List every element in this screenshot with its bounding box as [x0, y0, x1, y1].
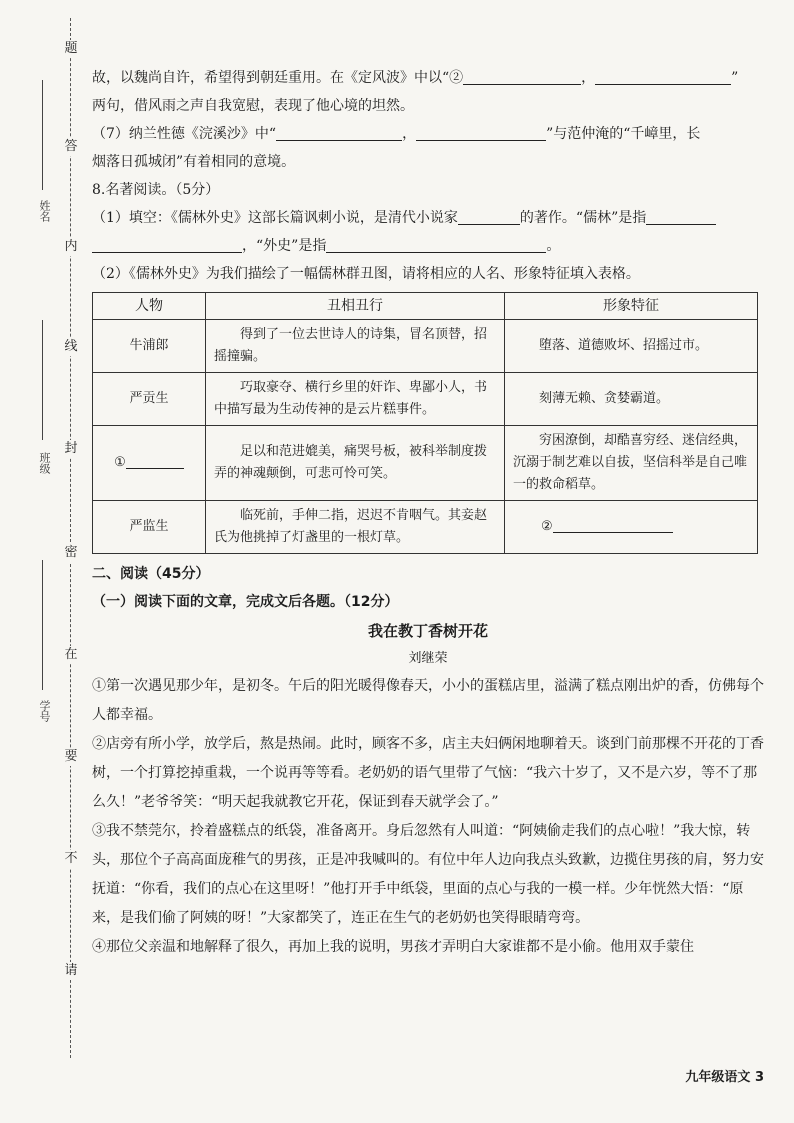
- deed-cell: 得到了一位去世诗人的诗集，冒名顶替，招摇撞骗。: [206, 320, 505, 373]
- q8-sub2: （2）《儒林外史》为我们描绘了一幅儒林群丑图，请将相应的人名、形象特征填入表格。: [92, 266, 640, 282]
- table-row: [93, 426, 758, 501]
- q7-continued-line: 故，以魏尚自许，希望得到朝廷重用。在《定风波》中以“② ， ”: [92, 70, 739, 86]
- trait-cell: 穷困潦倒，却酷喜穷经、迷信经典，沉溺于制艺难以自拔，坚信科举是自己唯一的救命稻草。: [505, 426, 758, 501]
- trait-cell: 刻薄无赖、贪婪霸道。: [505, 373, 758, 426]
- seal-char: 答: [62, 138, 80, 156]
- deed-cell: 巧取豪夺、横行乡里的奸诈、卑鄙小人，书中描写最为生动传神的是云片糕事件。: [206, 373, 505, 426]
- table-row: [93, 320, 758, 373]
- answer-blank[interactable]: [276, 124, 402, 141]
- seal-char: 密: [62, 544, 80, 562]
- answer-blank[interactable]: [553, 516, 673, 533]
- trait-cell: 堕落、道德败坏、招摇过市。: [505, 320, 758, 373]
- seal-char: 封: [62, 440, 80, 458]
- rulin-table: [92, 292, 758, 554]
- q8-heading: 8.名著阅读。（5分）: [92, 182, 220, 198]
- footer-subject: 九年级语文: [685, 1070, 751, 1085]
- seal-char: 请: [62, 962, 80, 980]
- seal-dashed-line: [70, 18, 71, 1058]
- col-header: 形象特征: [505, 293, 758, 320]
- seal-char: 线: [62, 338, 80, 356]
- table-row: [93, 501, 758, 554]
- deed-cell: 临死前，手伸二指，迟迟不肯咽气。其妾赵氏为他挑掉了灯盏里的一根灯草。: [206, 501, 505, 554]
- article-paragraph: ④那位父亲温和地解释了很久，再加上我的说明，男孩才弄明白大家谁都不是小偷。他用双手蒙住: [92, 939, 694, 955]
- exam-content: [92, 64, 764, 962]
- answer-blank[interactable]: [326, 236, 546, 253]
- page-footer: [685, 1066, 764, 1085]
- q8-fill-line1: （1）填空：《儒林外史》这部长篇讽刺小说，是清代小说家 的著作。“儒林”是指: [92, 204, 764, 232]
- article-paragraph: ②店旁有所小学，放学后，熬是热闹。此时，顾客不多，店主夫妇俩闲地聊着天。谈到门前那棵不开花的丁香树，一个打算挖掉重栽，一个说再等等看。老奶奶的语气里带了气恼：“我六十岁了，又不是六岁，等不了那么久！”老爷爷笑：“明天起我就教它开花，保证到春天就学会了。”: [92, 736, 764, 810]
- name-cell: 严贡生: [93, 373, 206, 426]
- student-id-label: 学号: [38, 700, 51, 722]
- name-cell: 严监生: [93, 501, 206, 554]
- reading-sub-heading: （一）阅读下面的文章，完成文后各题。（12分）: [92, 594, 399, 610]
- name-cell: 牛浦郎: [93, 320, 206, 373]
- q8-fill-line2: ，“外史”是指 。: [92, 232, 764, 260]
- article-title: 我在教丁香树开花: [367, 622, 488, 640]
- table-row: [93, 373, 758, 426]
- col-header: 人物: [93, 293, 206, 320]
- seal-char: 要: [62, 748, 80, 766]
- student-id-write-line[interactable]: [42, 560, 43, 690]
- binding-margin: [0, 0, 86, 1123]
- answer-blank[interactable]: [416, 124, 546, 141]
- section-reading-heading: 二、阅读（45分）: [92, 566, 210, 582]
- col-header: 丑相丑行: [206, 293, 505, 320]
- deed-cell: 足以和范进媲美，痛哭号板，被科举制度拨弄的神魂颠倒，可悲可怜可笑。: [206, 426, 505, 501]
- article-author: 刘继荣: [408, 651, 448, 666]
- name-cell-blank[interactable]: ①: [93, 426, 206, 501]
- article-paragraph: ①第一次遇见那少年，是初冬。午后的阳光暖得像春天，小小的蛋糕店里，溢满了糕点刚出炉的香，仿佛每个人都幸福。: [92, 678, 764, 723]
- answer-blank[interactable]: [463, 68, 581, 85]
- answer-blank[interactable]: [126, 452, 184, 469]
- name-write-line[interactable]: [42, 80, 43, 190]
- answer-blank[interactable]: [646, 208, 716, 225]
- seal-char: 内: [62, 238, 80, 256]
- table-header-row: [93, 293, 758, 320]
- page-number: 3: [754, 1070, 764, 1085]
- seal-char: 在: [62, 646, 80, 664]
- answer-blank[interactable]: [458, 208, 520, 225]
- name-label: 姓名: [38, 200, 51, 222]
- trait-cell-blank[interactable]: ②: [505, 501, 758, 554]
- seal-char: 不: [62, 850, 80, 868]
- q7-line2: 两句，借风雨之声自我宽慰，表现了他心境的坦然。: [92, 98, 414, 114]
- class-write-line[interactable]: [42, 320, 43, 440]
- answer-blank[interactable]: [595, 68, 731, 85]
- q7-item-7: （7）纳兰性德《浣溪沙》中“ ， ”与范仲淹的“千嶂里，长: [92, 126, 701, 142]
- article-paragraph: ③我不禁莞尔，拎着盛糕点的纸袋，准备离开。身后忽然有人叫道：“阿姨偷走我们的点心啦！”我大惊，转头，那位个子高高面庞稚气的男孩，正是冲我喊叫的。有位中年人边向我点头致歉，边揽住男孩的肩，努力安抚道：“你看，我们的点心在这里呀！”他打开手中纸袋，里面的点心与我的一模一样。少年恍然大悟：“原来，是我们偷了阿姨的呀！”大家都笑了，连正在生气的老奶奶也笑得眼睛弯弯。: [92, 823, 764, 926]
- answer-blank[interactable]: [92, 236, 242, 253]
- seal-char: 题: [62, 40, 80, 58]
- class-label: 班级: [38, 452, 51, 474]
- q7-item-7-cont: 烟落日孤城闭”有着相同的意境。: [92, 154, 296, 170]
